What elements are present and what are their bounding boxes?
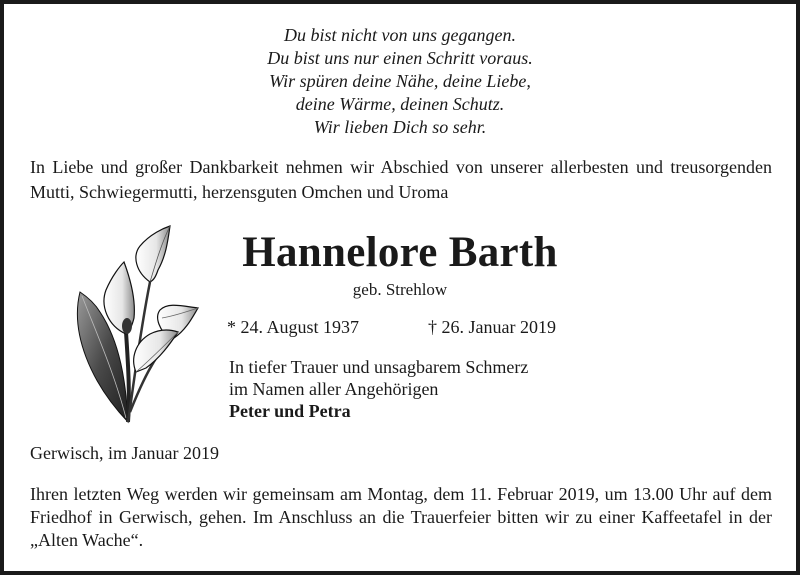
- deceased-name: Hannelore Barth: [242, 229, 558, 276]
- verse-line: Du bist uns nur einen Schritt voraus.: [267, 48, 533, 68]
- mourning-line: im Namen aller Angehörigen: [229, 379, 439, 399]
- verse-line: Wir lieben Dich so sehr.: [313, 117, 487, 137]
- maiden-name: geb. Strehlow: [352, 280, 448, 299]
- verse-line: deine Wärme, deinen Schutz.: [295, 94, 505, 114]
- verse-line: Du bist nicht von uns gegangen.: [284, 25, 516, 45]
- death-date: † 26. Januar 2019: [428, 317, 556, 337]
- intro-paragraph: In Liebe und großer Dankbarkeit nehmen wir Abschied von unserer allerbesten und treusorgenden Mutti, Schwiegermutti, herzensguten Omchen und Uroma: [30, 157, 772, 202]
- verse-line: Wir spüren deine Nähe, deine Liebe,: [269, 71, 531, 91]
- place-and-date: Gerwisch, im Januar 2019: [30, 443, 219, 463]
- funeral-notice: Ihren letzten Weg werden wir gemeinsam am Montag, dem 11. Februar 2019, um 13.00 Uhr auf dem Friedhof in Gerwisch, gehen. Im Anschluss an die Trauerfeier bitten wir zu einer Kaffeetafel in der „Alten Wache“.: [30, 484, 772, 550]
- mourning-text: [229, 356, 528, 422]
- mourning-line: In tiefer Trauer und unsagbarem Schmerz: [229, 357, 529, 377]
- birth-date: * 24. August 1937: [227, 317, 360, 337]
- mourner-names: Peter und Petra: [229, 401, 351, 421]
- memorial-verse: [0, 24, 800, 139]
